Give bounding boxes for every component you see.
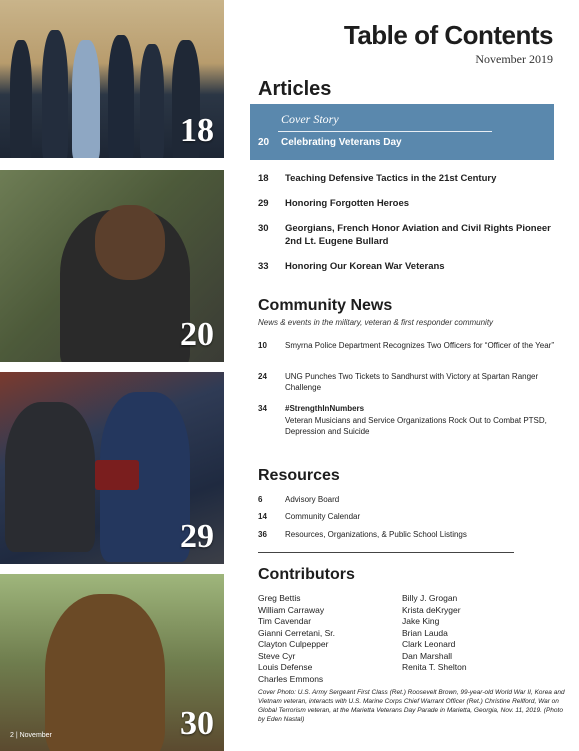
contributor-name: William Carraway: [258, 604, 325, 615]
contributors-list-right: [402, 593, 467, 674]
contributor-name: Clayton Culpepper: [258, 639, 329, 649]
entry-page: 10: [258, 341, 267, 350]
photo-page-number: 18: [180, 112, 214, 149]
entry-title: Honoring Forgotten Heroes: [285, 198, 410, 209]
figure-silhouette: [72, 40, 100, 158]
entry-subtitle: Veteran Musicians and Service Organizations Rock Out to Combat PTSD, Depression and Suicide: [285, 416, 547, 436]
contributor-name: Clark Leonard: [402, 639, 456, 649]
entry-page: 34: [258, 404, 267, 413]
entry-page: 24: [258, 372, 267, 381]
section-heading-resources: Resources: [258, 467, 340, 484]
contributor-name: Dan Marshall: [402, 650, 453, 661]
cover-story-box[interactable]: [250, 104, 554, 160]
photo-page-number: 20: [180, 316, 214, 353]
contributor-name: Steve Cyr: [258, 650, 296, 661]
page-title: Table of Contents: [343, 20, 553, 50]
entry-title: UNG Punches Two Tickets to Sandhurst with Victory at Spartan Ranger Challenge: [285, 372, 539, 392]
contributor-name: Gianni Cerretani, Sr.: [258, 627, 336, 638]
cover-story-page: 20: [258, 137, 270, 148]
contributor-name: Billy J. Grogan: [402, 593, 458, 603]
entry-title: Teaching Defensive Tactics in the 21st Century: [285, 173, 497, 184]
figure-silhouette: [108, 35, 134, 158]
section-heading-articles: Articles: [258, 78, 332, 100]
cover-photo-caption: Cover Photo: U.S. Army Sergeant First Class (Ret.) Roosevelt Brown, 99-year-old World War II, Korea and Vietnam veteran, interacts with U.S. Marine Corps Chief Warrant Officer (Ret.) Christine Rellford, War on Global Terrorism veteran, at the Marietta Veterans Day Parade in Marietta, Georgia, Nov. 11, 2019. (Photo by Eden Nastal): [258, 689, 565, 723]
issue-date: November 2019: [475, 52, 553, 66]
entry-page: 14: [258, 512, 267, 521]
figure-silhouette: [10, 40, 32, 158]
figure-silhouette: [42, 30, 68, 158]
entry-title: Georgians, French Honor Aviation and Civil Rights Pioneer 2nd Lt. Eugene Bullard: [285, 223, 551, 247]
figure-silhouette: [5, 402, 95, 552]
contributor-name: Tim Cavendar: [258, 616, 312, 626]
award-box: [95, 460, 139, 490]
cover-story-label: Cover Story: [281, 112, 339, 126]
photo-bronze-statue[interactable]: [0, 574, 224, 751]
entry-title: Resources, Organizations, & Public School Listings: [285, 530, 467, 539]
figure-head: [95, 205, 165, 280]
photo-saluting-veteran[interactable]: [0, 170, 224, 362]
divider: [258, 552, 514, 553]
section-heading-community-news: Community News: [258, 297, 393, 314]
cover-story-title: Celebrating Veterans Day: [281, 137, 402, 148]
section-subtitle: News & events in the military, veteran & first responder community: [258, 318, 494, 327]
section-heading-contributors: Contributors: [258, 566, 355, 583]
entry-title: Smyrna Police Department Recognizes Two Officers for “Officer of the Year”: [285, 341, 555, 350]
contributor-name: Charles Emmons: [258, 673, 324, 684]
entry-title: Honoring Our Korean War Veterans: [285, 261, 445, 272]
contributor-name: Jake King: [402, 616, 440, 626]
contributor-name: Krista deKryger: [402, 604, 461, 615]
toc-content: [224, 0, 579, 751]
figure-silhouette: [45, 594, 165, 751]
photo-page-number: 30: [180, 705, 214, 742]
entry-page: 29: [258, 198, 269, 209]
entry-page: 30: [258, 223, 269, 234]
entry-page: 6: [258, 495, 263, 504]
contributor-name: Renita T. Shelton: [402, 662, 467, 672]
photo-veteran-with-flag[interactable]: [0, 372, 224, 564]
entry-title: Community Calendar: [285, 512, 361, 521]
entry-page: 36: [258, 530, 267, 539]
contributor-name: Brian Lauda: [402, 627, 448, 638]
entry-title: Advisory Board: [285, 495, 340, 504]
entry-page: 18: [258, 173, 269, 184]
page-footer: 2 | November: [10, 732, 52, 739]
entry-title: #StrengthInNumbers: [285, 404, 365, 413]
figure-silhouette: [140, 44, 164, 158]
entry-page: 33: [258, 261, 269, 272]
contributor-name: Greg Bettis: [258, 593, 301, 603]
photo-page-number: 29: [180, 518, 214, 555]
photo-police-officers[interactable]: [0, 0, 224, 158]
contributor-name: Louis Defense: [258, 662, 313, 672]
divider: [278, 131, 492, 132]
photo-column: [0, 0, 224, 751]
contributors-list-left: [258, 593, 335, 685]
